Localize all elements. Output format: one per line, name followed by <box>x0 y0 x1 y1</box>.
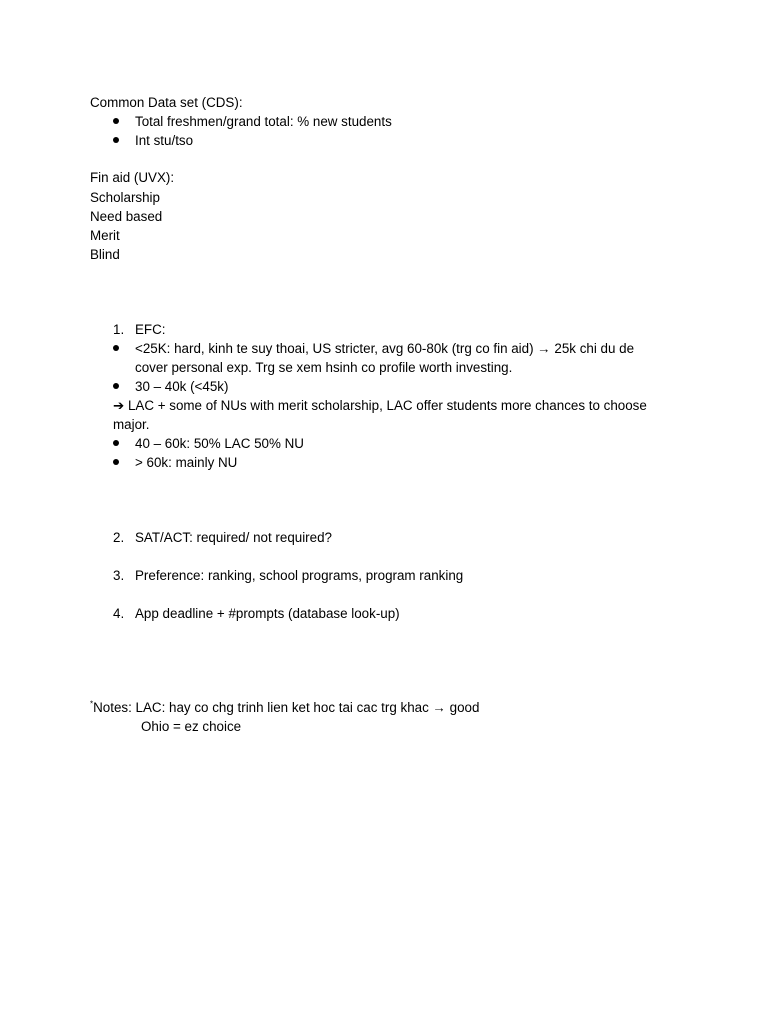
bullet-dot <box>113 459 119 465</box>
bullet-dot <box>113 345 119 351</box>
preference-item: Preference: ranking, school programs, program ranking <box>135 568 464 583</box>
cds-heading: Common Data set (CDS): <box>90 95 243 110</box>
list-number-2: 2. <box>113 530 125 545</box>
notes-line-1 <box>90 698 479 717</box>
bullet-dot <box>113 440 119 446</box>
cds-bullet-2: Int stu/tso <box>135 133 194 148</box>
efc-arrow-line-1: ➔ LAC + some of NUs with merit scholarship, LAC offer students more chances to choose <box>113 398 647 413</box>
finaid-item-blind: Blind <box>90 247 120 262</box>
finaid-item-need-based: Need based <box>90 209 163 224</box>
efc-bullet-2: 30 – 40k (<45k) <box>135 379 229 394</box>
notes-star: * <box>90 699 94 709</box>
efc-arrow-line-2: major. <box>113 417 150 432</box>
efc-bullet-1-line-1: <25K: hard, kinh te suy thoai, US stricter, avg 60-80k (trg co fin aid) → 25k chi du de <box>135 341 635 356</box>
bullet-dot <box>113 118 119 124</box>
notes-line-2: Ohio = ez choice <box>141 719 242 734</box>
bullet-dot <box>113 137 119 143</box>
finaid-item-scholarship: Scholarship <box>90 190 160 205</box>
notes-text: Notes: LAC: hay co chg trinh lien ket hoc tai cac trg khac → good <box>93 700 480 715</box>
efc-bullet-3: 40 – 60k: 50% LAC 50% NU <box>135 436 304 451</box>
cds-bullet-1: Total freshmen/grand total: % new students <box>135 114 392 129</box>
list-number-1: 1. <box>113 322 125 337</box>
sat-act-item: SAT/ACT: required/ not required? <box>135 530 332 545</box>
app-deadline-item: App deadline + #prompts (database look-up) <box>135 606 400 621</box>
bullet-dot <box>113 383 119 389</box>
finaid-heading: Fin aid (UVX): <box>90 170 175 185</box>
efc-label: EFC: <box>135 322 166 337</box>
efc-bullet-4: > 60k: mainly NU <box>135 455 238 470</box>
finaid-item-merit: Merit <box>90 228 120 243</box>
list-number-4: 4. <box>113 606 125 621</box>
list-number-3: 3. <box>113 568 125 583</box>
efc-bullet-1-line-2: cover personal exp. Trg se xem hsinh co profile worth investing. <box>135 360 513 375</box>
